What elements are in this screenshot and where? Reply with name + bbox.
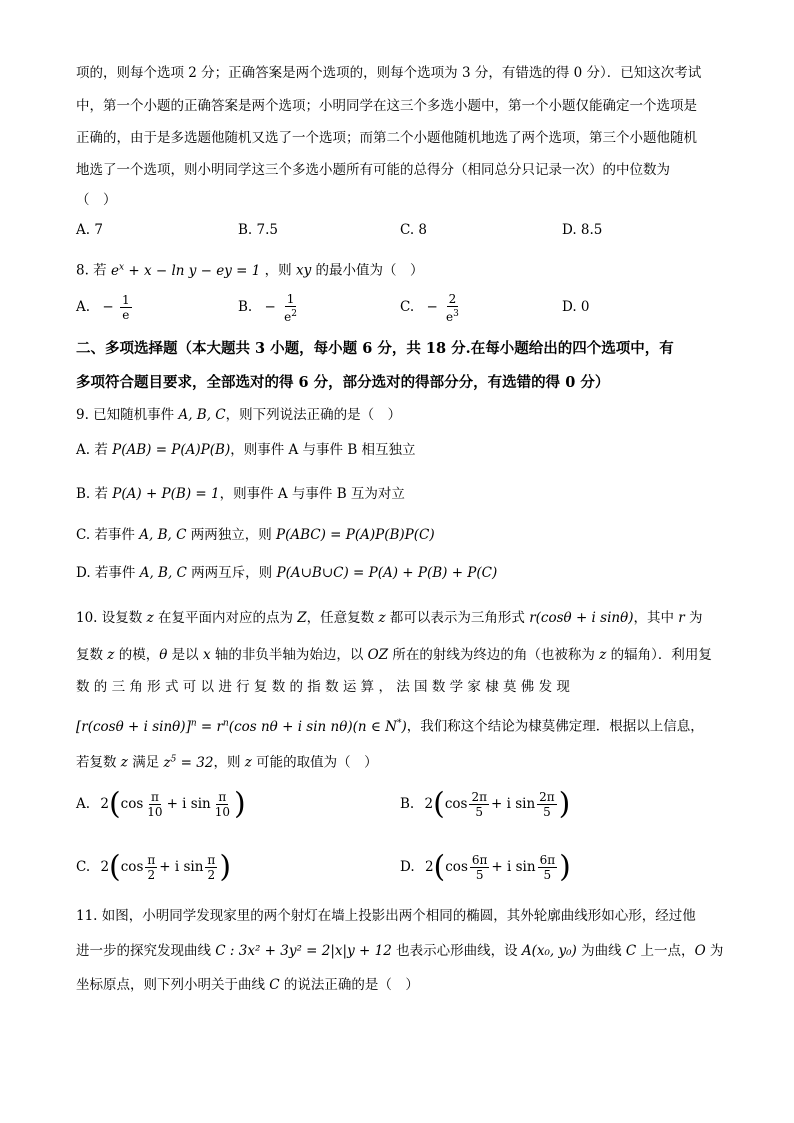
q8-option-a: A. − $\frac{1}{e}$ [76, 293, 130, 322]
q9-option-d: D. 若事件 A, B, C 两两互斥，则 P(A∪B∪C) = P(A) + P(B) + P(C) [76, 565, 498, 581]
q8-option-d: D. 0 [562, 299, 590, 315]
q7-line-3: 正确的，由于是多选题他随机又选了一个选项；而第二个小题他随机地选了两个选项，第三个小题他随机 [76, 130, 697, 146]
q8-prefix: 8. 若 [76, 262, 107, 279]
q9-option-a: A. 若 P(AB) = P(A)P(B)，则事件 A 与事件 B 相互独立 [76, 442, 416, 458]
q8-option-b: B. − $\frac{1}{e^2}$ [238, 291, 297, 324]
q7-line-2: 中，第一个小题的正确答案是两个选项；小明同学在这三个多选小题中，第一个小题仅能确定一个选项是 [76, 98, 697, 114]
q7-line-1: 项的，则每个选项 2 分；正确答案是两个选项的，则每个选项为 3 分，有错选的得 0 分）．已知这次考试 [76, 65, 702, 81]
q10-option-c: C. 2(cos $\frac{\pi}{2}$ + i sin $\frac{\pi}{2}$ ) [76, 849, 232, 885]
q9-stem: 9. 已知随机事件 A, B, C，则下列说法正确的是（ ） [76, 407, 402, 423]
q7-option-d: D. 8.5 [562, 222, 603, 238]
q7-option-c: C. 8 [400, 222, 428, 238]
q8-option-c: C. − $\frac{2}{e^3}$ [400, 291, 459, 324]
q10-line-2: 复数 z 的模，θ 是以 x 轴的非负半轴为始边，以 OZ 所在的射线为终边的角（也被称为 z 的辐角）．利用复 [76, 647, 712, 663]
q7-line-5: （ ） [76, 192, 117, 208]
q10-option-d: D. 2(cos $\frac{6\pi}{5}$ + i sin $\frac{6\pi}{5}$ ) [400, 849, 571, 885]
q10-option-a: A. 2(cos $\frac{\pi}{10}$ + i sin $\frac{\pi}{10}$ ) [76, 786, 246, 822]
q9-option-c: C. 若事件 A, B, C 两两独立，则 P(ABC) = P(A)P(B)P(C) [76, 527, 435, 543]
q8-equation: $e^x + x - \ln y$ − ey = 1 [110, 262, 261, 279]
section2-heading-line-1: 二、多项选择题（本大题共 3 小题，每小题 6 分，共 18 分.在每小题给出的四个选项中，有 [76, 340, 674, 357]
q8-xy: xy [295, 262, 312, 279]
q10-line-5: 若复数 z 满足 $z^5 = 32$，则 z 可能的取值为（ ） [76, 754, 378, 771]
q7-option-b: B. 7.5 [238, 222, 278, 238]
q8-middle: ，则 [264, 262, 292, 279]
q8-stem [76, 257, 424, 281]
section2-heading-line-2: 多项符合题目要求，全部选对的得 6 分，部分选对的得部分分，有选错的得 0 分） [76, 374, 610, 391]
q7-option-a: A. 7 [76, 222, 103, 238]
q7-line-4: 地选了一个选项，则小明同学这三个多选小题所有可能的总得分（相同总分只记录一次）的中位数为 [76, 162, 670, 178]
q10-line-4: [r(cosθ + i $\sin\theta)]^n = r^n(\cos$ nθ + i sin nθ)(n ∈ N*)，我们称这个结论为棣莫佛定理．根据以上信息， [76, 718, 704, 735]
q9-option-b: B. 若 P(A) + P(B) = 1，则事件 A 与事件 B 互为对立 [76, 486, 405, 502]
q10-line-1: 10. 设复数 z 在复平面内对应的点为 Z，任意复数 z 都可以表示为三角形式 r(cosθ + i sinθ)，其中 r 为 [76, 610, 703, 626]
q10-option-b: B. 2(cos $\frac{2\pi}{5}$ + i sin $\frac{2\pi}{5}$ ) [400, 786, 571, 822]
q10-line-3: 数 的 三 角 形 式 可 以 进 行 复 数 的 指 数 运 算 ， 法 国 数 学 家 棣 莫 佛 发 现 [76, 679, 570, 695]
q8-suffix: 的最小值为（ ） [315, 262, 424, 279]
q11-line-2: 进一步的探究发现曲线 C : 3x² + 3y² = 2|x|y + 12 也表示心形曲线，设 A(x₀, y₀) 为曲线 C 上一点，O 为 [76, 943, 724, 959]
q11-line-1: 11. 如图，小明同学发现家里的两个射灯在墙上投影出两个相同的椭圆，其外轮廓曲线形如心形，经过他 [76, 908, 696, 924]
q11-line-3: 坐标原点，则下列小明关于曲线 C 的说法正确的是（ ） [76, 977, 419, 993]
